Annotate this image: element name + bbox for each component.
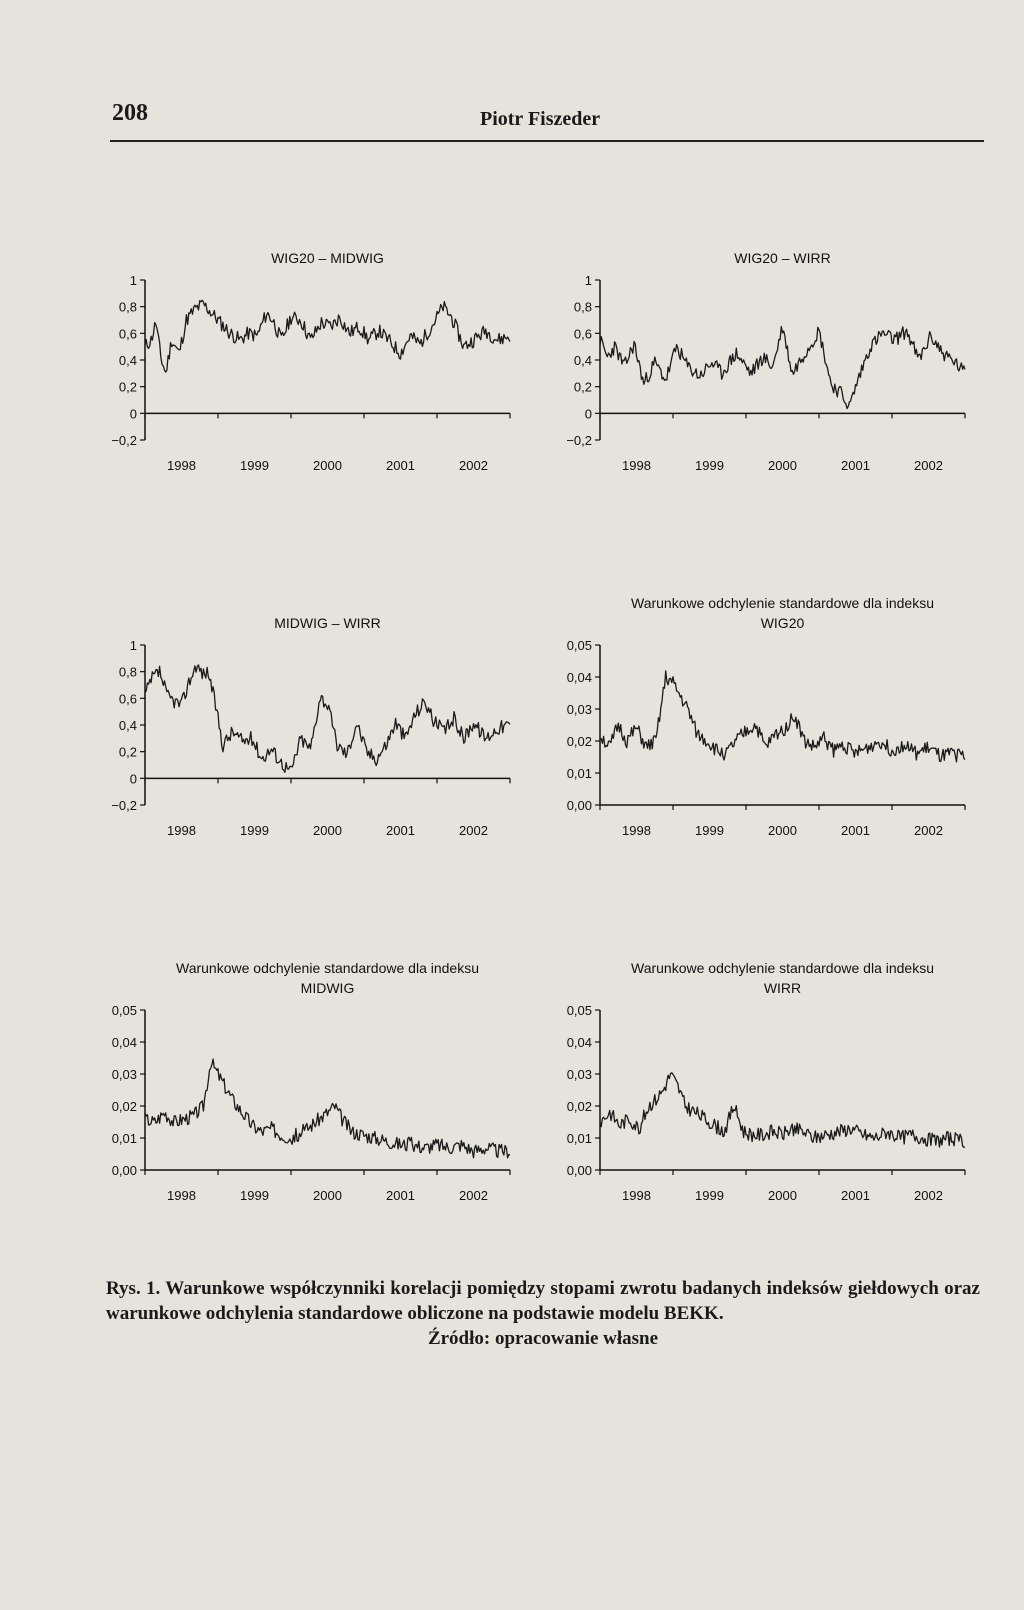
x-tick-label: 2000 [768, 458, 797, 473]
y-tick-label: 1 [584, 273, 592, 288]
x-tick-label: 2000 [313, 823, 342, 838]
y-tick-label: 0 [129, 771, 137, 787]
series-line [145, 665, 510, 772]
y-tick-label: −0,2 [111, 433, 137, 448]
y-tick-label: 0,4 [118, 353, 137, 368]
y-tick-label: 0,6 [118, 691, 137, 707]
chart-title: Warunkowe odchylenie standardowe dla indeksu [631, 595, 934, 611]
series-line [145, 300, 510, 372]
header-rule [110, 140, 984, 142]
x-tick-label: 1998 [167, 823, 196, 838]
y-tick-label: 0 [584, 406, 592, 422]
x-tick-label: 2002 [459, 1188, 488, 1203]
x-tick-label: 1998 [167, 458, 196, 473]
y-tick-label: 0,6 [118, 326, 137, 342]
x-tick-label: 2001 [386, 823, 415, 838]
chart-subtitle: MIDWIG [300, 980, 355, 996]
x-tick-label: 2001 [841, 1188, 870, 1203]
x-tick-label: 2002 [914, 1188, 943, 1203]
y-tick-label: 0,04 [566, 670, 592, 685]
y-tick-label: 0,8 [118, 664, 137, 680]
x-tick-label: 2001 [386, 458, 415, 473]
x-tick-label: 2000 [768, 823, 797, 838]
chart-wig20-midwig [100, 225, 540, 525]
running-head: Piotr Fiszeder [480, 108, 601, 130]
x-tick-label: 2000 [313, 458, 342, 473]
y-tick-label: 0,01 [111, 1131, 137, 1146]
x-tick-label: 1998 [622, 458, 651, 473]
chart-wig20-wirr [555, 225, 995, 525]
y-tick-label: 0 [129, 406, 137, 422]
y-tick-label: 0,2 [118, 379, 137, 395]
chart-subtitle: WIRR [763, 980, 802, 996]
y-tick-label: 0,02 [566, 734, 592, 749]
x-tick-label: 2002 [914, 458, 943, 473]
x-tick-label: 1999 [240, 823, 269, 838]
chart-title: Warunkowe odchylenie standardowe dla indeksu [631, 960, 934, 976]
y-tick-label: 0,02 [566, 1099, 592, 1114]
y-tick-label: 0,03 [566, 1067, 592, 1082]
y-tick-label: 0,8 [118, 299, 137, 315]
caption-text: Rys. 1. Warunkowe współczynniki korelacji pomiędzy stopami zwrotu badanych indeksów giełdowych oraz warunkowe odchylenia standardowe obliczone na podstawie modelu BEKK. [106, 1278, 980, 1324]
y-tick-label: 0,00 [111, 1163, 137, 1178]
chart-title: Warunkowe odchylenie standardowe dla indeksu [176, 960, 479, 976]
y-tick-label: 0,02 [111, 1099, 137, 1114]
x-tick-label: 2001 [386, 1188, 415, 1203]
y-tick-label: −0,2 [111, 798, 137, 813]
y-tick-label: 0,2 [118, 744, 137, 760]
y-tick-label: 0,04 [111, 1035, 137, 1050]
x-tick-label: 1998 [622, 1188, 651, 1203]
chart-stddev-wirr [555, 955, 995, 1255]
chart-title: WIG20 – WIRR [734, 250, 831, 266]
x-tick-label: 2000 [768, 1188, 797, 1203]
y-tick-label: 0,4 [573, 353, 592, 368]
page-number: 208 [112, 100, 148, 126]
x-tick-label: 1999 [695, 823, 724, 838]
figure-caption [106, 1276, 980, 1351]
series-line [600, 671, 965, 762]
chart-subtitle: WIG20 [760, 615, 805, 631]
chart-stddev-wig20 [555, 590, 995, 890]
caption-source: Źródło: opracowanie własne [427, 1328, 659, 1349]
x-tick-label: 2002 [459, 823, 488, 838]
x-tick-label: 2002 [914, 823, 943, 838]
x-tick-label: 1998 [622, 823, 651, 838]
chart-title: MIDWIG – WIRR [274, 615, 381, 631]
x-tick-label: 1999 [695, 1188, 724, 1203]
y-tick-label: 0,01 [566, 766, 592, 781]
x-tick-label: 2001 [841, 458, 870, 473]
y-tick-label: 0,4 [118, 718, 137, 733]
y-tick-label: 0,03 [566, 702, 592, 717]
x-tick-label: 2002 [459, 458, 488, 473]
y-tick-label: 0,00 [566, 798, 592, 813]
y-tick-label: 0,00 [566, 1163, 592, 1178]
series-line [600, 1073, 965, 1148]
y-tick-label: 0,2 [573, 379, 592, 395]
series-line [145, 1059, 510, 1158]
y-tick-label: 0,01 [566, 1131, 592, 1146]
x-tick-label: 1999 [240, 458, 269, 473]
y-tick-label: 1 [129, 638, 137, 653]
chart-title: WIG20 – MIDWIG [271, 250, 384, 266]
y-tick-label: 0,05 [111, 1003, 137, 1018]
chart-stddev-midwig [100, 955, 540, 1255]
x-tick-label: 1999 [695, 458, 724, 473]
y-tick-label: 0,6 [573, 326, 592, 342]
y-tick-label: 1 [129, 273, 137, 288]
x-tick-label: 1999 [240, 1188, 269, 1203]
y-tick-label: 0,04 [566, 1035, 592, 1050]
chart-midwig-wirr [100, 590, 540, 890]
x-tick-label: 2000 [313, 1188, 342, 1203]
y-tick-label: −0,2 [566, 433, 592, 448]
y-tick-label: 0,8 [573, 299, 592, 315]
y-tick-label: 0,05 [566, 638, 592, 653]
x-tick-label: 2001 [841, 823, 870, 838]
y-tick-label: 0,05 [566, 1003, 592, 1018]
x-tick-label: 1998 [167, 1188, 196, 1203]
series-line [600, 327, 965, 409]
y-tick-label: 0,03 [111, 1067, 137, 1082]
